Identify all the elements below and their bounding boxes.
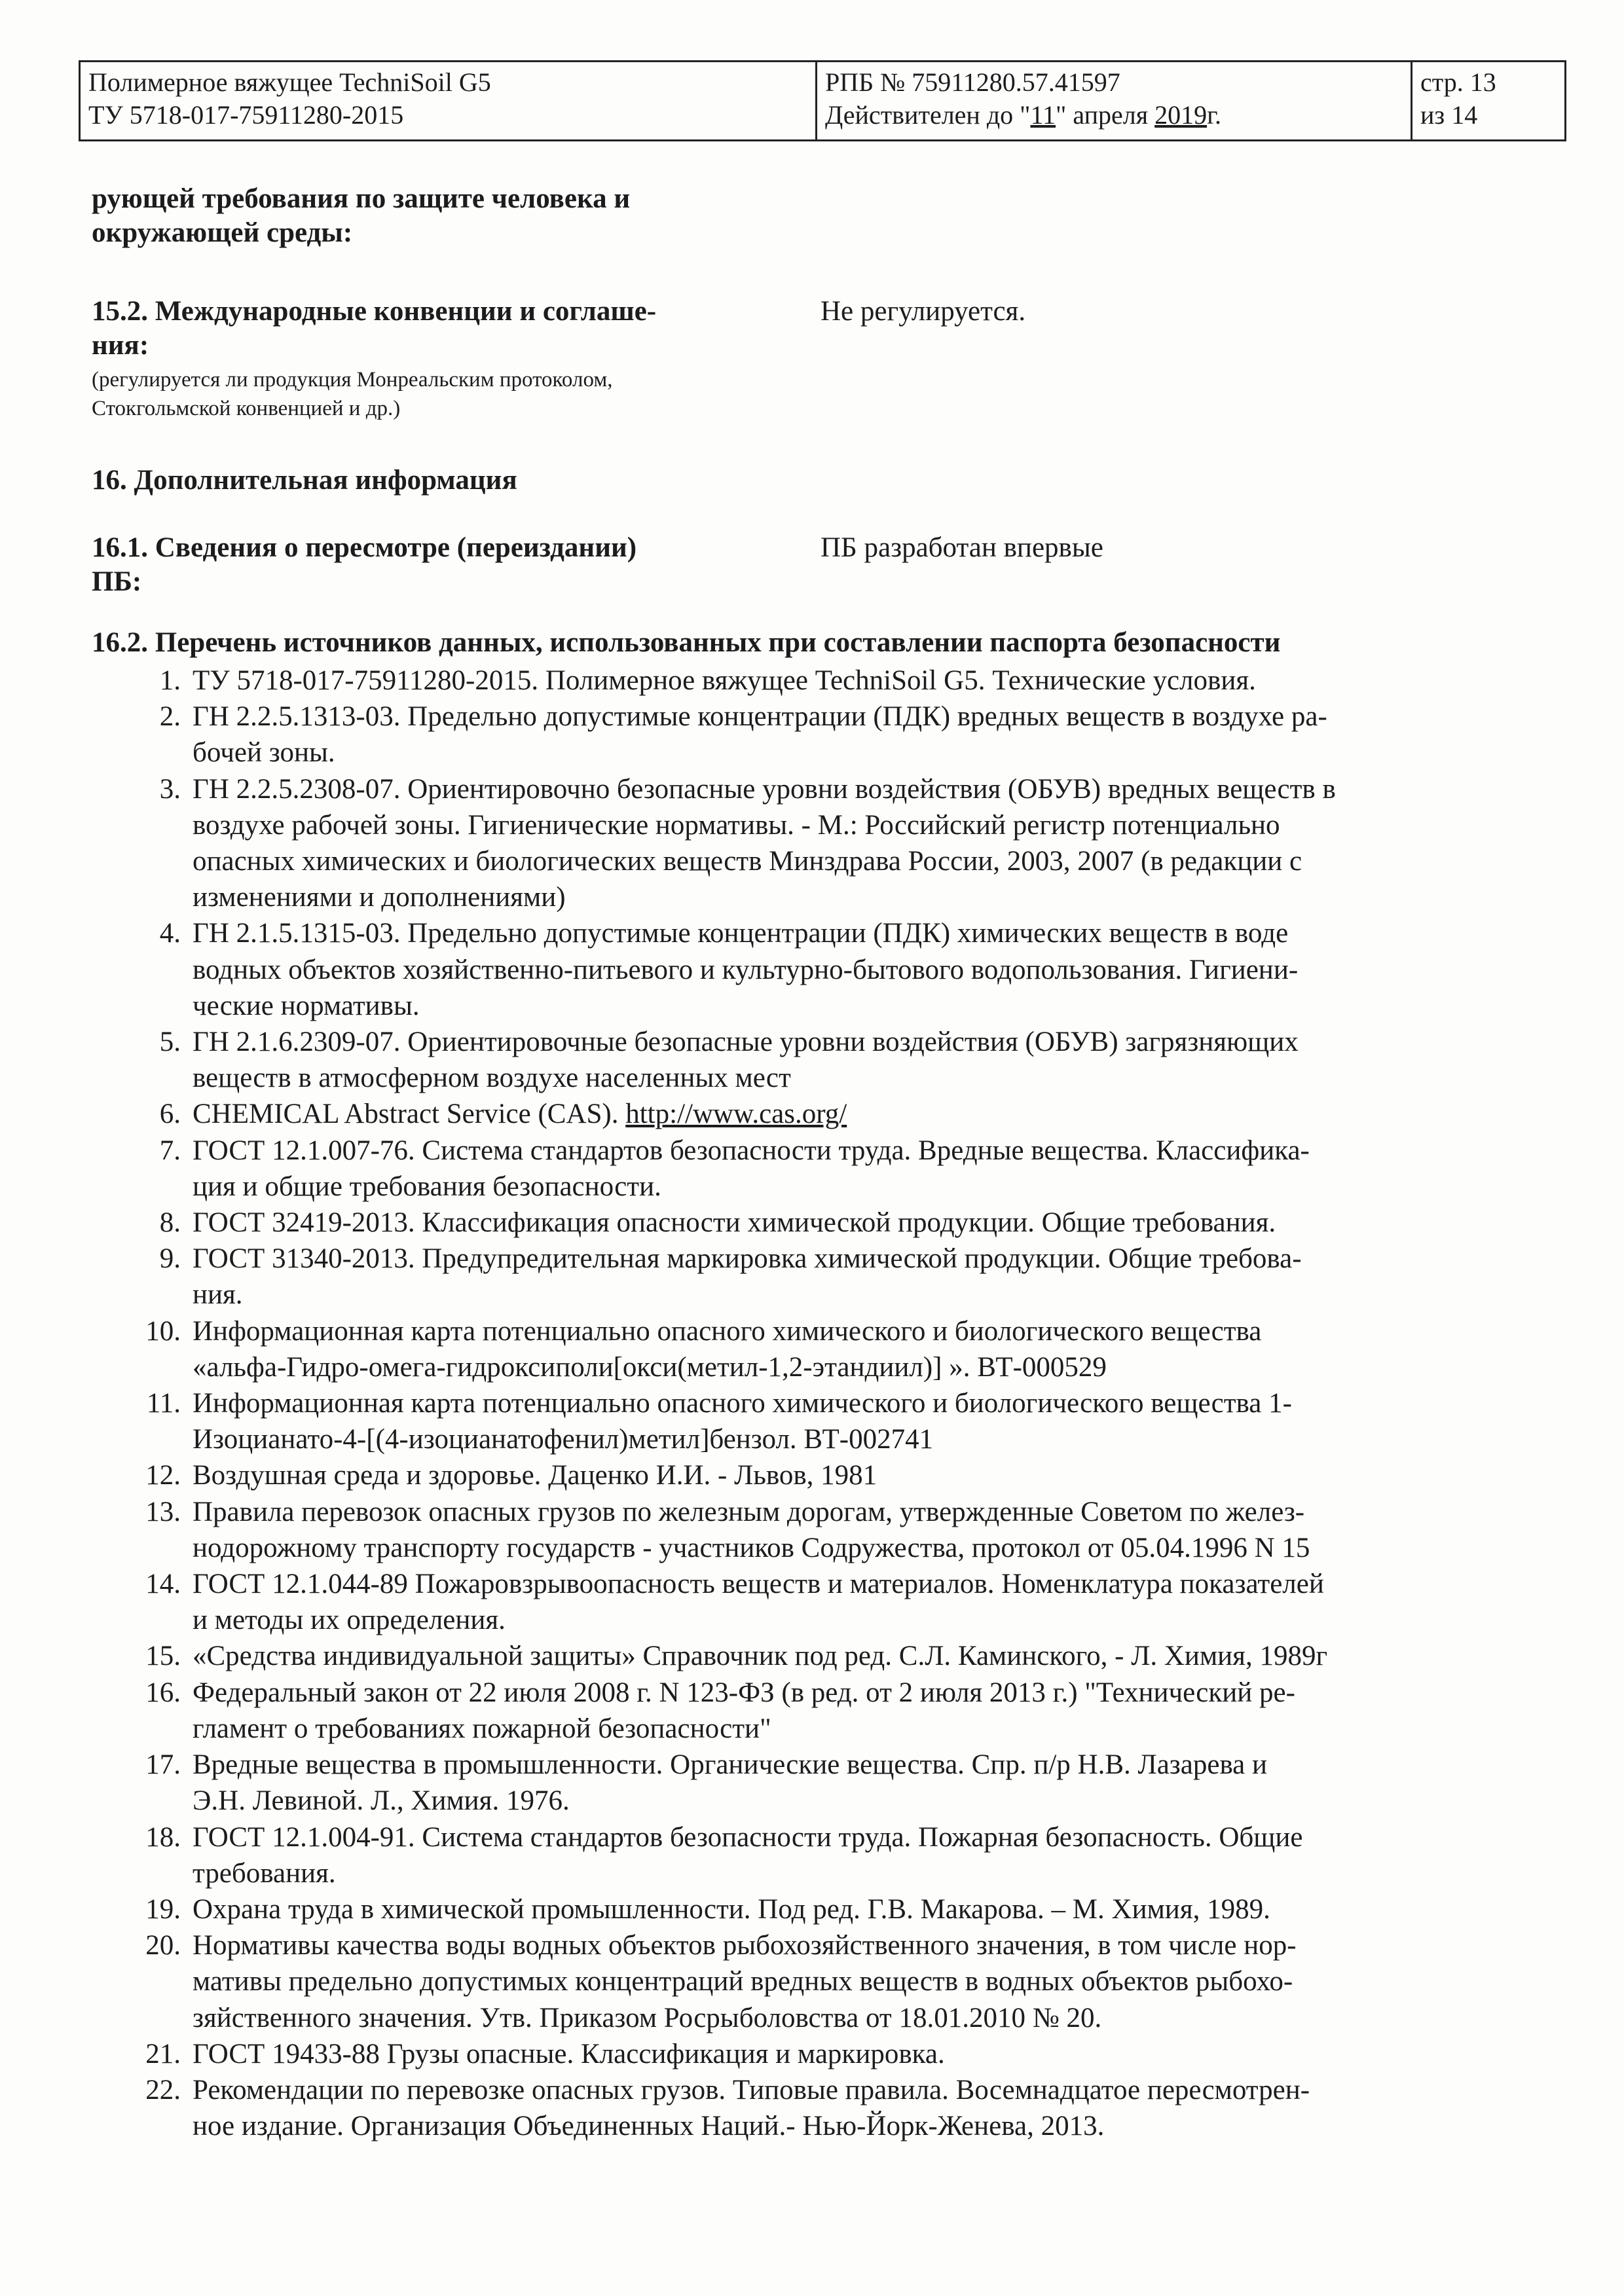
source-number: 3.	[159, 773, 181, 805]
sources-list	[92, 663, 1539, 2144]
source-text-line: Изоцианато-4-[(4-изоцианатофенил)метил]бензол. ВТ-002741	[193, 1424, 934, 1455]
section-16-1-line-2: ПБ:	[92, 566, 142, 597]
source-item	[92, 915, 1539, 1024]
source-text-line: ГН 2.2.5.2308-07. Ориентировочно безопасные уровни воздействия (ОБУВ) вредных веществ в	[193, 773, 1336, 805]
source-number: 19.	[145, 1893, 181, 1925]
source-item	[92, 1457, 1539, 1493]
source-number: 12.	[145, 1460, 181, 1491]
source-item	[92, 1241, 1539, 1313]
source-number: 11.	[146, 1388, 181, 1419]
validity-month: " апреля	[1056, 100, 1155, 130]
source-text-line: Охрана труда в химической промышленности. Под ред. Г.В. Макарова. – М. Химия, 1989.	[193, 1893, 1270, 1925]
source-number: 22.	[145, 2074, 181, 2105]
source-text-line: веществ в атмосферном воздухе населенных мест	[193, 1063, 791, 1094]
source-text-line: Воздушная среда и здоровье. Даценко И.И. - Львов, 1981	[193, 1460, 877, 1491]
source-number: 6.	[159, 1099, 181, 1130]
source-text-line: ния.	[193, 1279, 243, 1311]
source-item	[92, 2036, 1539, 2072]
source-text-line: и методы их определения.	[193, 1605, 506, 1636]
section-15-2-note	[92, 365, 612, 423]
source-text-line: ГН 2.1.5.1315-03. Предельно допустимые концентрации (ПДК) химических веществ в воде	[193, 918, 1289, 949]
source-text-line: ГОСТ 32419-2013. Классификация опасности химической продукции. Общие требования.	[193, 1207, 1276, 1239]
source-item	[92, 1819, 1539, 1891]
source-text-line: ГН 2.2.5.1313-03. Предельно допустимые концентрации (ПДК) вредных веществ в воздухе ра-	[193, 701, 1327, 733]
section-16-title: 16. Дополнительная информация	[92, 465, 517, 496]
source-text-line: воздухе рабочей зоны. Гигиенические нормативы. - М.: Российский регистр потенциально	[193, 809, 1280, 841]
source-text-line: Э.Н. Левиной. Л., Химия. 1976.	[193, 1785, 570, 1817]
source-item	[92, 771, 1539, 916]
section-16-2-title: 16.2. Перечень источников данных, использованных при составлении паспорта безопасности	[92, 627, 1281, 658]
source-text-line: Нормативы качества воды водных объектов рыбохозяйственного значения, в том числе нор-	[193, 1930, 1297, 1961]
validity-year: 2019	[1154, 100, 1208, 130]
source-text-line: Правила перевозок опасных грузов по железным дорогам, утвержденные Советом по желез-	[193, 1496, 1305, 1527]
source-item	[92, 699, 1539, 771]
section-15-2-value: Не регулируется.	[821, 296, 1026, 327]
sources-section	[92, 626, 1539, 2144]
source-text-line: ТУ 5718-017-75911280-2015. Полимерное вяжущее TechniSoil G5. Технические условия.	[193, 665, 1256, 696]
source-number: 5.	[159, 1027, 181, 1058]
source-text-line: «Средства индивидуальной защиты» Справочник под ред. С.Л. Каминского, - Л. Химия, 1989г	[193, 1641, 1328, 1672]
source-text-line: «альфа-Гидро-омега-гидроксиполи[окси(метил-1,2-этандиил)] ». ВТ-000529	[193, 1351, 1107, 1383]
environment-line-1: рующей требования по защите человека и	[92, 183, 631, 214]
header-registration-cell	[817, 62, 1412, 141]
source-number: 10.	[145, 1315, 181, 1347]
source-text-line: CHEMICAL Abstract Service (CAS). http://www.cas.org/	[193, 1099, 847, 1130]
source-number: 17.	[145, 1749, 181, 1781]
source-item	[92, 1638, 1539, 1674]
source-text-line: ГОСТ 19433-88 Грузы опасные. Классификация и маркировка.	[193, 2038, 945, 2069]
page-number: стр. 13	[1420, 67, 1496, 97]
source-item	[92, 1891, 1539, 1927]
header-product-name: Полимерное вяжущее TechniSoil G5	[88, 67, 491, 97]
source-text-line: бочей зоны.	[193, 737, 335, 769]
source-text-line: ческие нормативы.	[193, 990, 420, 1021]
source-item	[92, 1675, 1539, 1747]
source-number: 14.	[145, 1569, 181, 1600]
section-15-2-line-1: 15.2. Международные конвенции и соглаше-	[92, 296, 657, 327]
source-item	[92, 1385, 1539, 1457]
source-number: 18.	[145, 1821, 181, 1853]
source-number: 2.	[159, 701, 181, 733]
source-item	[92, 2072, 1539, 2144]
source-number: 4.	[159, 918, 181, 949]
source-number: 21.	[145, 2038, 181, 2069]
header-validity	[825, 99, 1403, 132]
source-text-line: требования.	[193, 1857, 336, 1889]
source-item	[92, 1927, 1539, 2036]
source-item	[92, 1313, 1539, 1385]
section-15-2-line-2: ния:	[92, 330, 149, 361]
source-link[interactable]: http://www.cas.org/	[625, 1099, 847, 1130]
header-product-cell	[80, 62, 817, 141]
source-item	[92, 1205, 1539, 1241]
source-item	[92, 663, 1539, 699]
source-number: 20.	[145, 1930, 181, 1961]
validity-prefix: Действителен до "	[825, 100, 1031, 130]
environment-line-2: окружающей среды:	[92, 217, 353, 248]
source-text-line: водных объектов хозяйственно-питьевого и культурно-бытового водопользования. Гигиени-	[193, 954, 1299, 985]
source-item	[92, 1024, 1539, 1096]
source-text-line: Вредные вещества в промышленности. Органические вещества. Спр. п/р Н.В. Лазарева и	[193, 1749, 1268, 1781]
source-text-line: Информационная карта потенциально опасного химического и биологического вещества 1-	[193, 1388, 1292, 1419]
source-number: 13.	[145, 1496, 181, 1527]
header-spec-number: ТУ 5718-017-75911280-2015	[88, 100, 404, 130]
source-text-line: опасных химических и биологических веществ Минздрава России, 2003, 2007 (в редакции с	[193, 846, 1302, 877]
source-number: 1.	[159, 665, 181, 696]
source-number: 7.	[159, 1135, 181, 1166]
source-text-line: ГОСТ 12.1.004-91. Система стандартов безопасности труда. Пожарная безопасность. Общие	[193, 1821, 1303, 1853]
source-text-line: изменениями и дополнениями)	[193, 882, 566, 913]
source-item	[92, 1747, 1539, 1819]
section-16-1-value: ПБ разработан впервые	[821, 532, 1103, 563]
source-number: 9.	[159, 1243, 181, 1275]
source-text-line: нодорожному транспорту государств - участников Содружества, протокол от 05.04.1996 N 15	[193, 1532, 1310, 1563]
source-text-line: Информационная карта потенциально опасного химического и биологического вещества	[193, 1315, 1262, 1347]
source-text-line: ное издание. Организация Объединенных Наций.- Нью-Йорк-Женева, 2013.	[193, 2111, 1105, 2142]
source-number: 8.	[159, 1207, 181, 1239]
section-15-2-note-line-1: (регулируется ли продукция Монреальским протоколом,	[92, 368, 613, 392]
section-15-2-note-line-2: Стокгольмской конвенцией и др.)	[92, 397, 401, 420]
source-text-line: ГОСТ 12.1.044-89 Пожаровзрывоопасность веществ и материалов. Номенклатура показателей	[193, 1569, 1324, 1600]
source-text-line: ция и общие требования безопасности.	[193, 1171, 661, 1202]
header-rpb-number: РПБ № 75911280.57.41597	[825, 67, 1120, 97]
source-text-line: гламент о требованиях пожарной безопасности"	[193, 1713, 771, 1744]
section-16-1-heading	[92, 531, 637, 599]
validity-suffix: г.	[1207, 100, 1221, 130]
source-text-line: ГН 2.1.6.2309-07. Ориентировочные безопасные уровни воздействия (ОБУВ) загрязняющих	[193, 1027, 1299, 1058]
source-text-line: зяйственного значения. Утв. Приказом Росрыболовства от 18.01.2010 № 20.	[193, 2002, 1102, 2033]
source-item	[92, 1133, 1539, 1205]
section-15-2-heading	[92, 295, 656, 363]
source-item	[92, 1494, 1539, 1566]
source-text-line: мативы предельно допустимых концентраций вредных веществ в водных объектов рыбохо-	[193, 1966, 1293, 1997]
validity-day: 11	[1030, 100, 1056, 130]
environment-requirement-text	[92, 182, 630, 250]
section-16-1-line-1: 16.1. Сведения о пересмотре (переиздании)	[92, 532, 637, 563]
source-text-line: Рекомендации по перевозке опасных грузов. Типовые правила. Восемнадцатое пересмотрен-	[193, 2074, 1310, 2105]
source-number: 15.	[145, 1641, 181, 1672]
page-total: из 14	[1420, 100, 1478, 130]
source-number: 16.	[145, 1677, 181, 1708]
header-page-cell	[1412, 62, 1566, 141]
source-text-line: ГОСТ 12.1.007-76. Система стандартов безопасности труда. Вредные вещества. Классифика-	[193, 1135, 1310, 1166]
source-text-line: ГОСТ 31340-2013. Предупредительная маркировка химической продукции. Общие требова-	[193, 1243, 1302, 1275]
source-item	[92, 1096, 1539, 1132]
source-item	[92, 1566, 1539, 1638]
source-text-line: Федеральный закон от 22 июля 2008 г. N 123-ФЗ (в ред. от 2 июля 2013 г.) "Технический ре-	[193, 1677, 1295, 1708]
document-header	[79, 60, 1566, 141]
